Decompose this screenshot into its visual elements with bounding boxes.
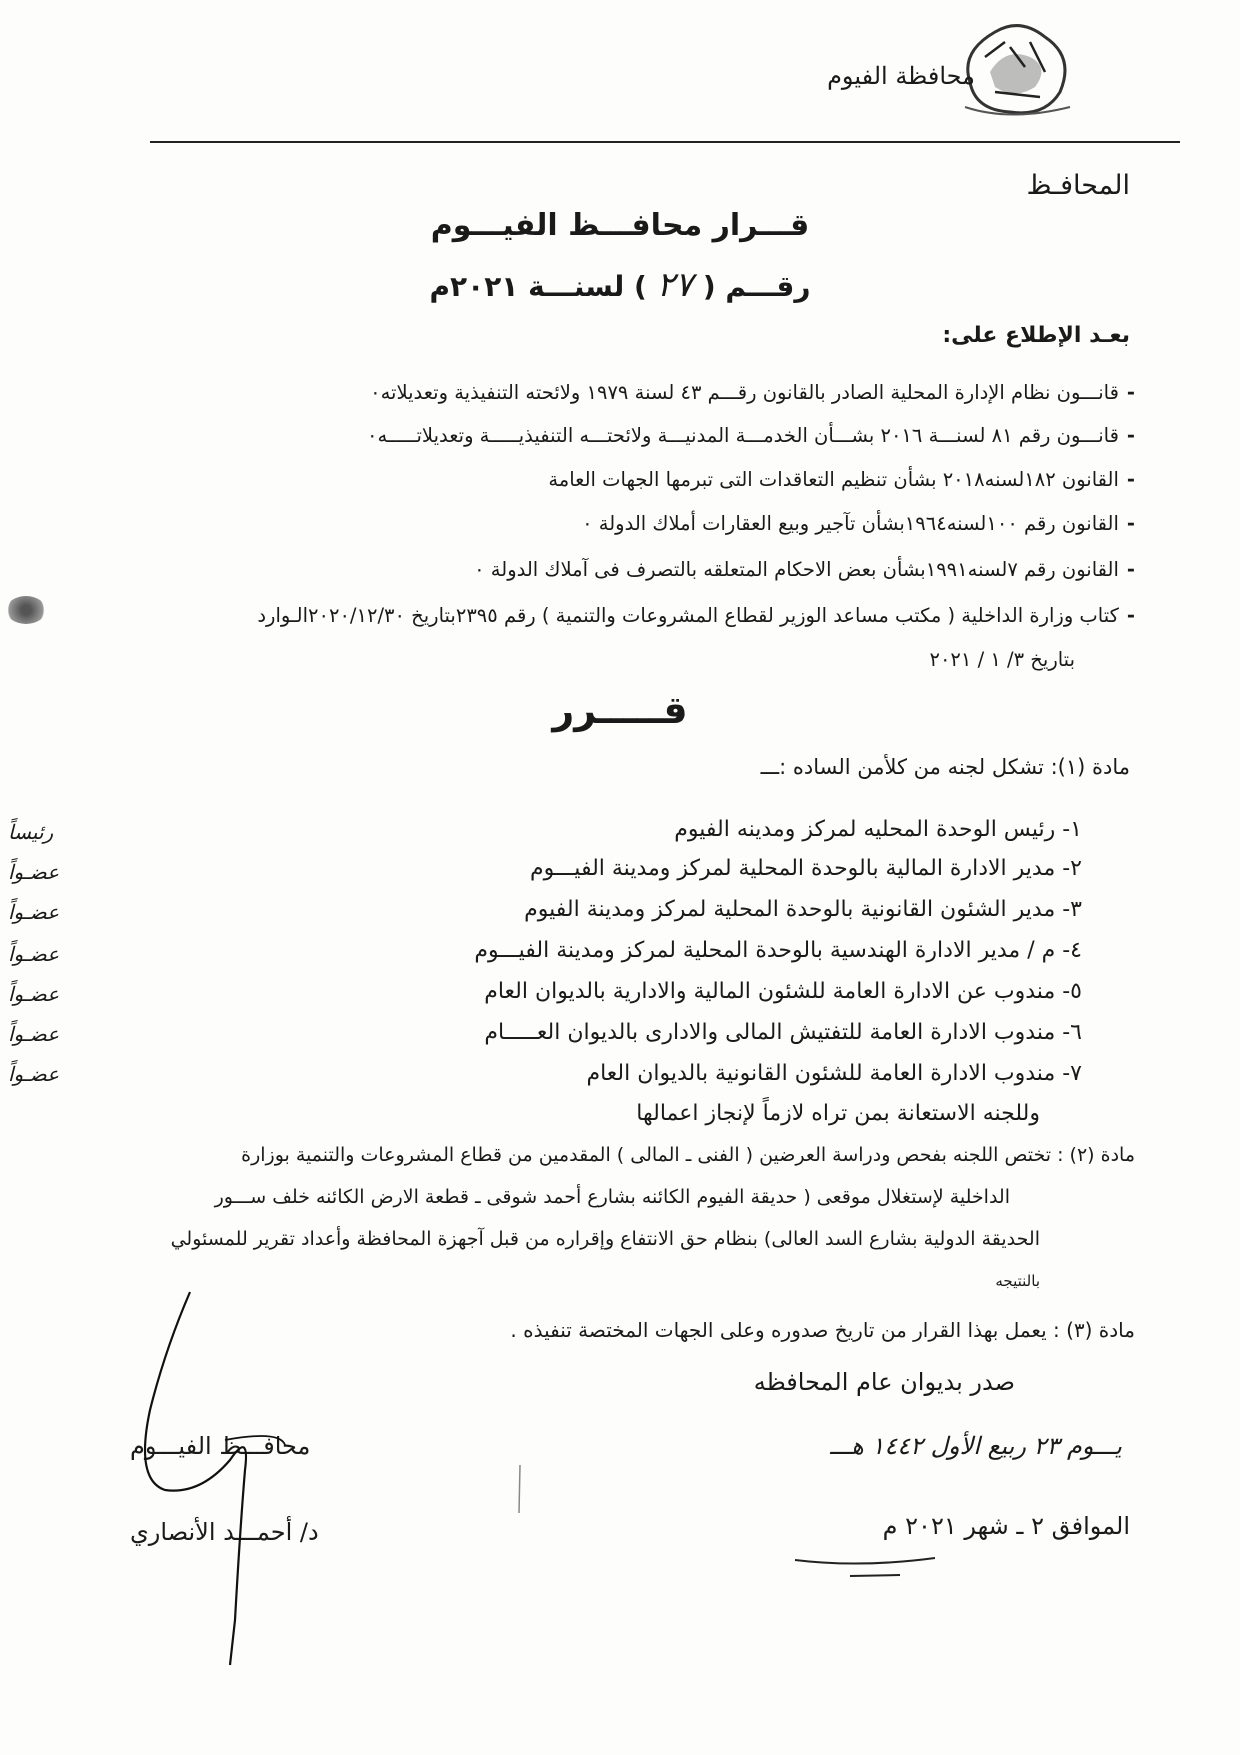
member-role: عضـواً bbox=[8, 900, 60, 924]
decree-number-prefix: رقـــم ( bbox=[702, 270, 811, 303]
assist-note: وللجنه الاستعانة بمن تراه لازماً لإنجاز اعمالها bbox=[636, 1101, 1040, 1126]
signatory-title: محافـــظ الفيـــوم bbox=[130, 1432, 311, 1460]
decree-title: قـــرار محافـــظ الفيـــوم bbox=[430, 208, 810, 243]
stamp-mark-icon bbox=[6, 596, 46, 624]
article-2-line: الداخلية لإستغلال موقعى ( حديقة الفيوم الكائنه بشارع أحمد شوقى ـ قطعة الارض الكائنه خلف ســـور bbox=[214, 1186, 1010, 1208]
gregorian-date: الموافق ٢ ـ شهر ٢٠٢١ م bbox=[882, 1512, 1130, 1540]
decision-heading: قـــــرر bbox=[552, 688, 688, 732]
member-role: عضـواً bbox=[8, 982, 60, 1006]
reference-text: القانون رقم ١٠٠لسنه١٩٦٤بشأن تآجير وبيع العقارات أملاك الدولة ٠ bbox=[582, 512, 1119, 535]
committee-member: ٦- مندوب الادارة العامة للتفتيش المالى والادارى بالديوان العـــــام bbox=[484, 1020, 1082, 1045]
committee-member: ٥- مندوب عن الادارة العامة للشئون المالية والادارية بالديوان العام bbox=[484, 979, 1082, 1004]
reference-item: -كتاب وزارة الداخلية ( مكتب مساعد الوزير لقطاع المشروعات والتنمية ) رقم ٢٣٩٥بتاريخ ٢٠٢٠/١٢/٣٠الـوارد bbox=[257, 604, 1135, 627]
office-title: المحافـظ bbox=[1026, 170, 1130, 201]
reference-item: -القانون ١٨٢لسنه٢٠١٨ بشأن تنظيم التعاقدات التى تبرمها الجهات العامة bbox=[548, 468, 1135, 491]
reference-item: -القانون رقم ٧لسنه١٩٩١بشأن بعض الاحكام المتعلقه بالتصرف فى آملاك الدولة ٠ bbox=[474, 558, 1135, 581]
reference-item: -قانـــون نظام الإدارة المحلية الصادر بالقانون رقـــم ٤٣ لسنة ١٩٧٩ ولائحته التنفيذية وتعديلاته٠ bbox=[370, 381, 1135, 404]
date-underline-icon bbox=[790, 1548, 940, 1578]
preamble-heading: بعـد الإطلاع على: bbox=[942, 323, 1130, 348]
reference-text: القانون رقم ٧لسنه١٩٩١بشأن بعض الاحكام المتعلقه بالتصرف فى آملاك الدولة ٠ bbox=[474, 558, 1119, 581]
member-role: عضـواً bbox=[8, 860, 60, 884]
reference-item: -قانـــون رقم ٨١ لسنـــة ٢٠١٦ بشـــأن الخدمـــة المدنيـــة ولائحتـــه التنفيذيـــــة وتعديلاتـــــه٠ bbox=[367, 424, 1135, 447]
article-3: مادة (٣) : يعمل بهذا القرار من تاريخ صدوره وعلى الجهات المختصة تنفيذه . bbox=[510, 1318, 1135, 1342]
member-role: عضـواً bbox=[8, 1022, 60, 1046]
reference-text: القانون ١٨٢لسنه٢٠١٨ بشأن تنظيم التعاقدات التى تبرمها الجهات العامة bbox=[548, 468, 1119, 491]
reference-text: كتاب وزارة الداخلية ( مكتب مساعد الوزير لقطاع المشروعات والتنمية ) رقم ٢٣٩٥بتاريخ ٢٠٢٠/١٢/٣٠الـوارد bbox=[257, 604, 1119, 627]
member-role: رئيساً bbox=[8, 820, 54, 844]
article-2-line: مادة (٢) : تختص اللجنه بفحص ودراسة العرضين ( الفنى ـ المالى ) المقدمين من قطاع المشروعات والتنمية بوزارة bbox=[241, 1144, 1135, 1166]
committee-member: ١- رئيس الوحدة المحليه لمركز ومدينه الفيوم bbox=[674, 817, 1082, 842]
committee-member: ٣- مدير الشئون القانونية بالوحدة المحلية لمركز ومدينة الفيوم bbox=[524, 897, 1082, 922]
committee-member: ٢- مدير الادارة المالية بالوحدة المحلية لمركز ومدينة الفيـــوم bbox=[529, 856, 1082, 881]
reference-text: قانـــون نظام الإدارة المحلية الصادر بالقانون رقـــم ٤٣ لسنة ١٩٧٩ ولائحته التنفيذية وتعديلاته٠ bbox=[370, 381, 1119, 404]
signature-icon bbox=[130, 1290, 290, 1670]
decree-number bbox=[0, 265, 1240, 305]
hijri-date: يـــوم ٢٣ ربيع الأول ١٤٤٢ هـــ bbox=[830, 1432, 1122, 1460]
reference-continuation: بتاريخ ٣/ ١ / ٢٠٢١ bbox=[929, 648, 1075, 671]
reference-item: -القانون رقم ١٠٠لسنه١٩٦٤بشأن تآجير وبيع العقارات أملاك الدولة ٠ bbox=[582, 512, 1135, 535]
decree-number-value: ٢٧ bbox=[656, 265, 694, 305]
committee-member: ٧- مندوب الادارة العامة للشئون القانونية بالديوان العام bbox=[586, 1061, 1082, 1086]
decree-number-suffix: ) لسنـــة ٢٠٢١م bbox=[429, 270, 647, 303]
governorate-name: محافظة الفيوم bbox=[827, 62, 975, 90]
member-role: عضـواً bbox=[8, 942, 60, 966]
article-1: مادة (١): تشكل لجنه من كلأمن الساده :ـــ bbox=[760, 755, 1130, 779]
issued-at: صدر بديوان عام المحافظه bbox=[753, 1368, 1015, 1396]
article-2-line: الحديقة الدولية بشارع السد العالى) بنظام حق الانتفاع وإقراره من قبل آجهزة المحافظة وأعداد تقرير للمسئولي bbox=[170, 1228, 1040, 1250]
member-role: عضـواً bbox=[8, 1062, 60, 1086]
stray-mark-icon bbox=[515, 1465, 525, 1515]
signatory-name: د/ أحمـــد الأنصاري bbox=[130, 1518, 319, 1546]
header-divider bbox=[150, 141, 1180, 143]
committee-member: ٤- م / مدير الادارة الهندسية بالوحدة المحلية لمركز ومدينة الفيـــوم bbox=[474, 938, 1082, 963]
article-2-line: بالنتيجه bbox=[995, 1272, 1040, 1290]
reference-text: قانـــون رقم ٨١ لسنـــة ٢٠١٦ بشـــأن الخدمـــة المدنيـــة ولائحتـــه التنفيذيـــــة وتعديلاتـــــه٠ bbox=[367, 424, 1119, 447]
